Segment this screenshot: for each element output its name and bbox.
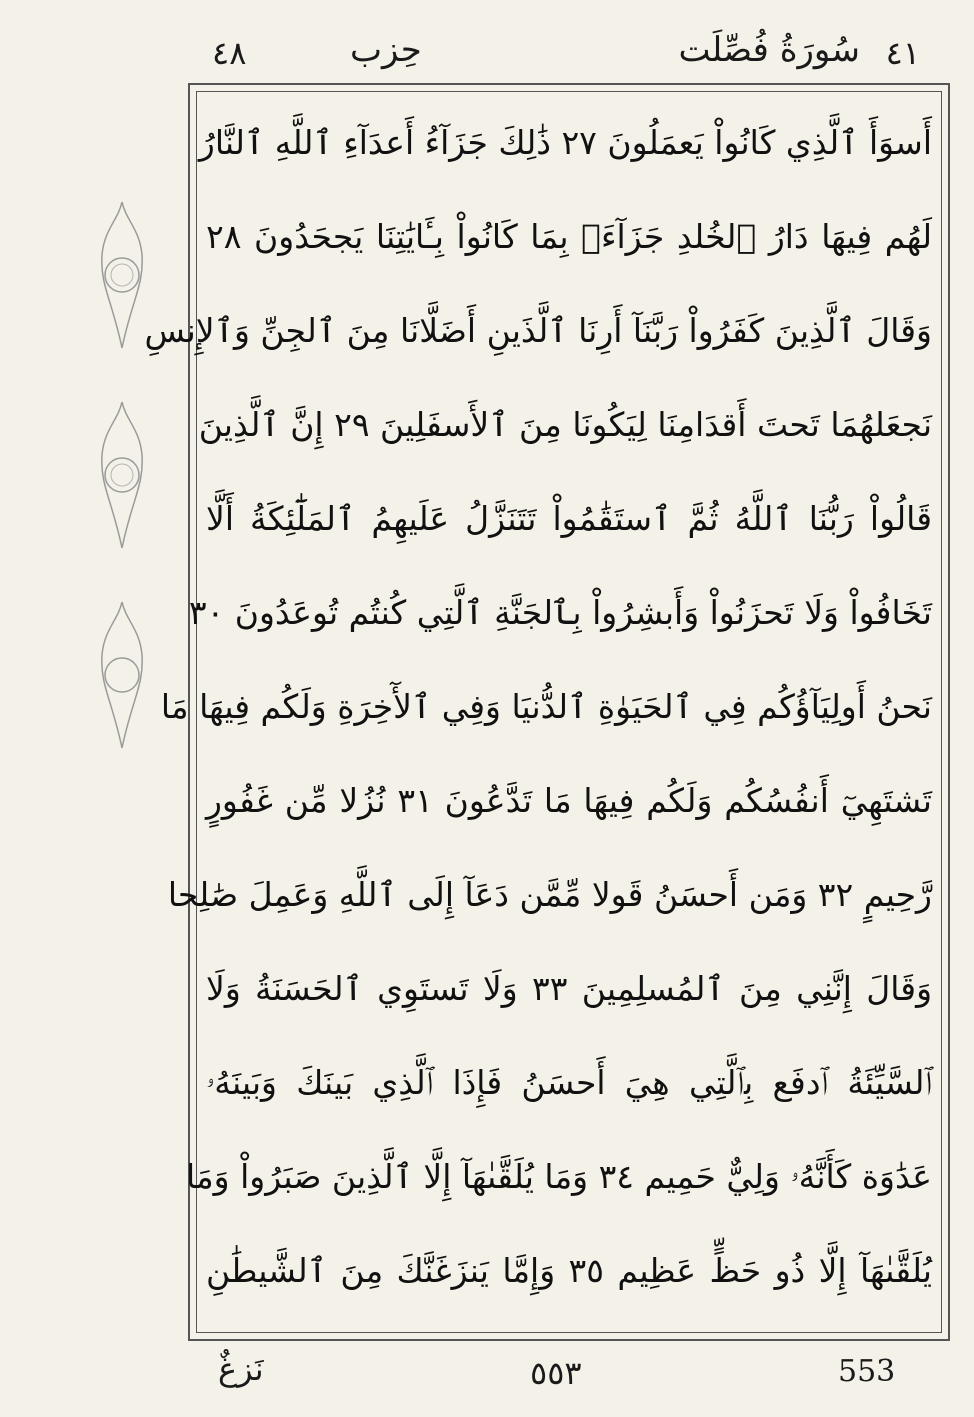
text-line: قَالُواْ رَبُّنَا ٱللَّهُ ثُمَّ ٱستَقَٰمُواْ تَتَنَزَّلُ عَلَيهِمُ ٱلمَلَٰٓئِكَةُ أَلَّا (206, 499, 932, 538)
catchword: نَزغٌ (218, 1350, 264, 1388)
page-number-arabic: ٥٥٣ (530, 1354, 582, 1392)
hizb-ornament-icon (92, 200, 152, 350)
hizb-label: حِزب (350, 30, 422, 70)
text-line: تَخَافُواْ وَلَا تَحزَنُواْ وَأَبشِرُواْ بِٱلجَنَّةِ ٱلَّتِي كُنتُم تُوعَدُونَ ٣٠ (188, 593, 932, 632)
text-line: نَحنُ أَولِيَآؤُكُم فِي ٱلحَيَوٰةِ ٱلدُّنيَا وَفِي ٱلأٓخِرَةِ وَلَكُم فِيهَا مَا (160, 687, 932, 726)
text-line: وَقَالَ ٱلَّذِينَ كَفَرُواْ رَبَّنَآ أَرِنَا ٱلَّذَينِ أَضَلَّانَا مِنَ ٱلجِنِّ وَٱلإِنسِ (144, 311, 932, 350)
hizb-ornament-icon (92, 600, 152, 750)
verse-text-block (144, 100, 932, 1324)
page-number-latin: 553 (838, 1354, 896, 1389)
surah-name: سُورَةُ فُصِّلَت (678, 30, 860, 70)
text-line: أَسوَأَ ٱلَّذِي كَانُواْ يَعمَلُونَ ٢٧ ذَٰلِكَ جَزَآءُ أَعدَآءِ ٱللَّهِ ٱلنَّارُ (198, 123, 932, 162)
text-line: وَقَالَ إِنَّنِي مِنَ ٱلمُسلِمِينَ ٣٣ وَلَا تَستَوِي ٱلحَسَنَةُ وَلَا (206, 969, 932, 1008)
surah-number: ٤١ (885, 34, 920, 72)
text-line: لَهُم فِيهَا دَارُ ٱلخُلدِ جَزَآءَۢ بِمَا كَانُواْ بِـَٔايَٰتِنَا يَجحَدُونَ ٢٨ (206, 217, 932, 256)
text-line: رَّحِيمٍ ٣٢ وَمَن أَحسَنُ قَولا مِّمَّن دَعَآ إِلَى ٱللَّهِ وَعَمِلَ صَٰلِحا (167, 875, 932, 914)
text-line: نَجعَلهُمَا تَحتَ أَقدَامِنَا لِيَكُونَا مِنَ ٱلأَسفَلِينَ ٢٩ إِنَّ ٱلَّذِينَ (198, 405, 932, 444)
text-line: عَدَٰوَة كَأَنَّهُۥ وَلِيٌّ حَمِيم ٣٤ وَمَا يُلَقَّىٰهَآ إِلَّا ٱلَّذِينَ صَبَرُواْ وَمَا (185, 1157, 932, 1196)
text-line: ٱلسَّيِّئَةُ ٱدفَع بِٱلَّتِي هِيَ أَحسَنُ فَإِذَا ٱلَّذِي بَينَكَ وَبَينَهُۥ (206, 1063, 932, 1102)
hizb-number: ٤٨ (212, 34, 247, 72)
page-header (190, 28, 950, 78)
text-line: تَشتَهِيٓ أَنفُسُكُم وَلَكُم فِيهَا مَا تَدَّعُونَ ٣١ نُزُلا مِّن غَفُورٍ (206, 781, 932, 820)
text-line: يُلَقَّىٰهَآ إِلَّا ذُو حَظٍّ عَظِيم ٣٥ وَإِمَّا يَنزَغَنَّكَ مِنَ ٱلشَّيطَٰنِ (206, 1251, 932, 1290)
hizb-ornament-icon (92, 400, 152, 550)
margin-ornaments (92, 200, 152, 760)
